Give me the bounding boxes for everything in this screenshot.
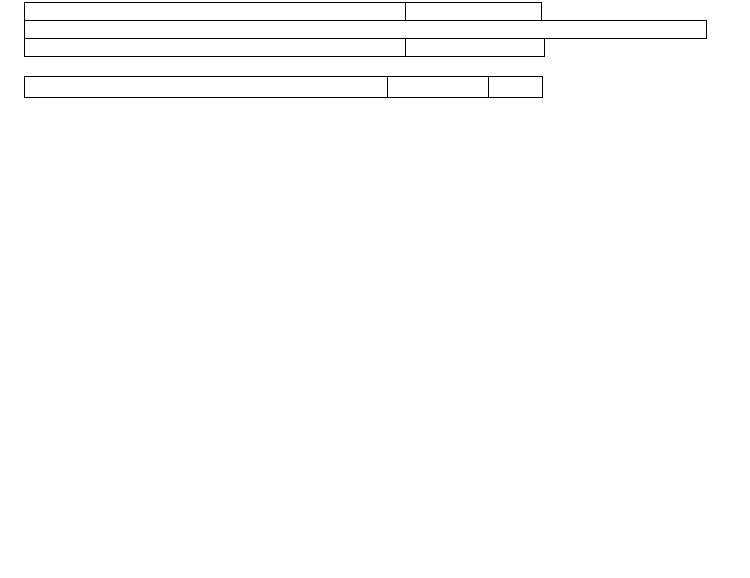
- header-result: [405, 2, 542, 21]
- organism-unit: [488, 76, 543, 98]
- test-title: [24, 20, 707, 39]
- test-result: [405, 38, 545, 57]
- header-name: [24, 2, 406, 21]
- test-name: [24, 38, 406, 57]
- organism-name: [24, 76, 388, 98]
- organism-value: [387, 76, 489, 98]
